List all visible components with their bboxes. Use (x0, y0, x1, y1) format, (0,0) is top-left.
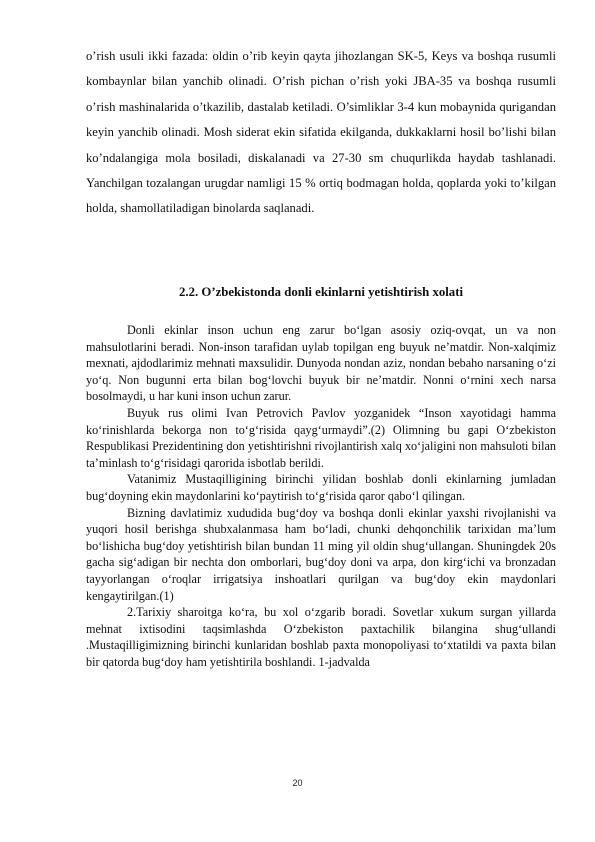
paragraph: Donli ekinlar inson uchun eng zarur bo‘lgan asosiy oziq-ovqat, un va non mahsulotlarini beradi. Non-inson tarafidan uylab topilgan eng buyuk ne’matdir. Non-xalqimiz mexnati, ajdodlarimiz mehnati maxsulidir. Dunyoda nondan aziz, nondan bebaho narsaning o‘zi yo‘q. Non bugunni erta bilan bog‘lovchi buyuk bir ne’matdir. Nonni o‘rnini xech narsa bosolmaydi, u har kuni inson uchun zarur. (86, 323, 556, 404)
page-number: 20 (292, 778, 303, 788)
section-body (86, 322, 556, 670)
paragraph-intro: o’rish usuli ikki fazada: oldin o’rib keyin qayta jihozlangan SK-5, Keys va boshqa rusumli kombaynlar bilan yanchib olinadi. O’rish pichan o’rish yoki JBA-35 va boshqa rusumli o’rish mashinalarida o’tkazilib, dastalab ketiladi. O’simliklar 3-4 kun mobaynida qurigandan keyin yanchib olinadi. Mosh siderat ekin sifatida ekilganda, dukkaklarni hosil bo’lishi bilan ko’ndalangiga mola bosiladi, diskalanadi va 27-30 sm chuqurlikda haydab tashlanadi. Yanchilgan tozalangan urugdar namligi 15 % ortiq bodmagan holda, qoplarda yoki to’kilgan holda, shamollatiladigan binolarda saqlanadi. (86, 49, 556, 216)
section-heading: 2.2. O’zbekistonda donli ekinlarni yetishtirish xolati (178, 285, 464, 299)
paragraph: Bizning davlatimiz xududida bug‘doy va boshqa donli ekinlar yaxshi rivojlanishi va yuqori hosil berishga shubxalanmasa ham bo‘ladi, chunki dehqonchilik tarixidan ma’lum bo‘lishicha bug‘doy yetishtirish bilan bundan 11 ming yil oldin shug‘ullangan. Shuningdek 20s gacha sig‘adigan bir nechta don omborlari, bug‘doy doni va arpa, don kirg‘ichi va bronzadan tayyorlangan o‘roqlar irrigatsiya inshoatlari qurilgan va bug‘doy ekin maydonlari kengaytirilgan.(1) (86, 505, 556, 603)
page-body-top (86, 44, 556, 222)
paragraph: 2.Tarixiy sharoitga ko‘ra, bu xol o‘zgarib boradi. Sovetlar xukum surgan yillarda mehnat ixtisodini taqsimlashda O‘zbekiston paxtachilik bilangina shug‘ullandi .Mustaqilligimizning birinchi kunlaridan boshlab paxta monopoliyasi to‘xtatildi va paxta bilan bir qatorda bug‘doy ham yetishtirila boshlandi. 1-jadvalda (86, 605, 556, 669)
paragraph: Buyuk rus olimi Ivan Petrovich Pavlov yozganidek “Inson xayotidagi hamma ko‘rinishlarda bekorga non to‘g‘risida qayg‘urmaydi”.(2) Olimning bu gapi O‘zbekiston Respublikasi Prezidentining don yetishtirishni rivojlantirish xalq xo‘jaligini non mahsuloti bilan ta’minlash to‘g‘risidagi qarorida isbotlab berildi. (86, 405, 556, 470)
paragraph: Vatanimiz Mustaqilligining birinchi yilidan boshlab donli ekinlarning jumladan bug‘doyning ekin maydonlarini ko‘paytirish to‘g‘risida qaror qabo‘l qilingan. (86, 472, 556, 503)
